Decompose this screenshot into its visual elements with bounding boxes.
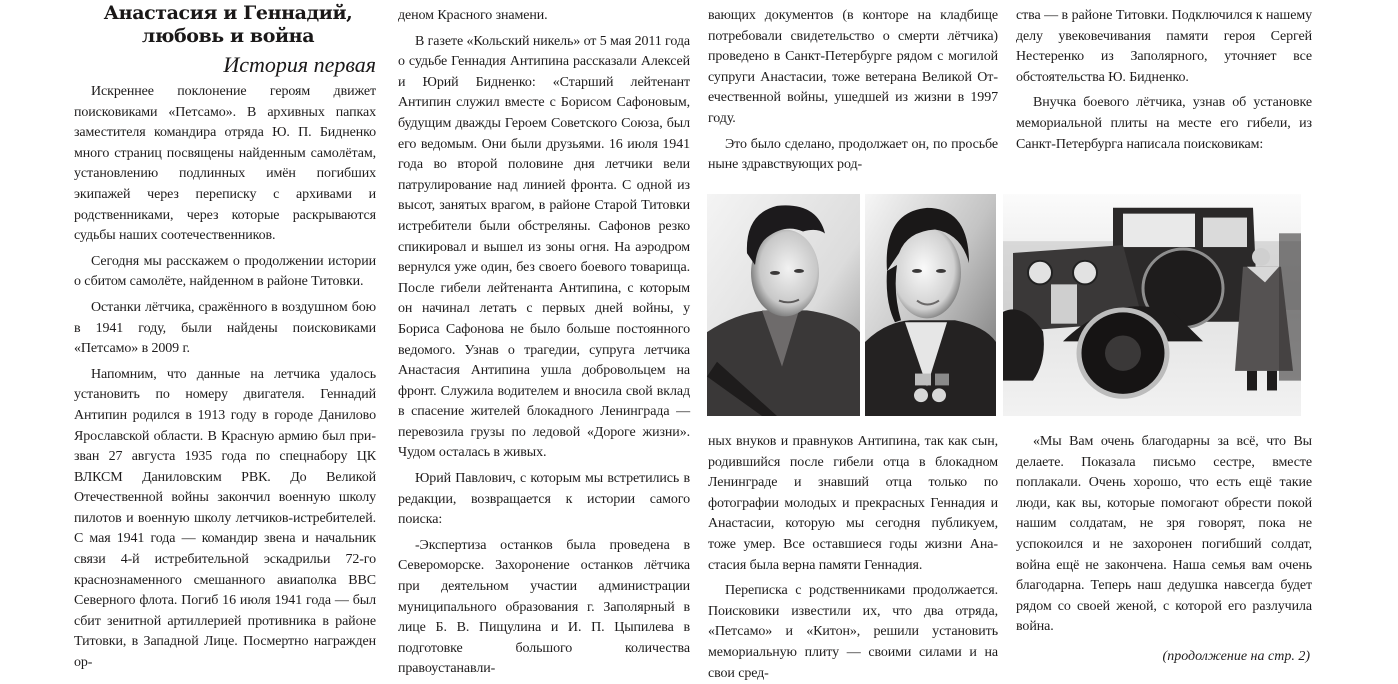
text-column-4-bottom	[1016, 432, 1312, 638]
article-subtitle: История первая	[223, 52, 376, 77]
text-column-3-top	[708, 6, 998, 176]
photo-truck-woman	[1003, 194, 1301, 416]
continuation-note: (продолжение на стр. 2)	[1162, 649, 1310, 664]
paragraph: деном Красного знамени.	[398, 8, 548, 23]
paragraph: Останки лётчика, сражённого в воздушном бою в 1941 году, были найдены поисковиками «Петсамо» в 2009 г.	[74, 299, 376, 357]
paragraph: Юрий Павлович, с которым мы встретились в редакции, возвращается к истории самого поиска:	[398, 471, 690, 528]
paragraph: ных внуков и правнуков Антипина, так как сын, родившийся после гибели отца в блокадном Ленинграде и знавший отца только по фотографии молодых и прекрасных Геннадия и Анастасии, которую мы сегодня публикуем, тоже умер. Все оставшиеся годы жизни Анастасия была верна памяти Геннадия.	[708, 434, 998, 573]
text-column-3-bottom	[708, 432, 998, 684]
paragraph: Внучка боевого лётчика, узнав об установке мемориальной плиты на месте его гибели, из Санкт-Петербурга написала поисковикам:	[1016, 95, 1312, 152]
paragraph: Искреннее поклонение героям движет поисковиками «Петсамо». В архивных папках заместителя командира отряда Ю. П. Бидненко много страниц посвящены найденным самолётам, установлению подлинных имён погибших экипажей через переписку с архивами и родственниками, через которые раскрываются судьбы наших соотечественников.	[74, 84, 376, 244]
paragraph: -Экспертиза останков была проведена в Североморске. Захоронение останков лётчика при деятельном участии администрации муниципального образования г. Заполярный в лице Б. В. Пищулина и И. П. Цыпилева в подготовке большого количества правоустанавли-	[398, 537, 690, 677]
paragraph: вающих документов (в конторе на кладбище потребовали свидетельство о смерти лётчика) проведено в Санкт-Петербурге рядом с могилой супруги Анастасии, тоже ветерана Великой Отечественной войны, ушедшей из жизни в 1997 году.	[708, 8, 998, 126]
photo-truck-image	[1003, 194, 1301, 416]
paragraph: Это было сделано, продолжает он, по просьбе ныне здравствующих род-	[708, 136, 998, 173]
photo-portrait-man	[707, 194, 860, 416]
paragraph: Переписка с родственниками продолжается. Поисковики известили их, что два отряда, «Петсамо» и «Китон», решили установить мемориальную плиту — своими силами и на свои сред-	[708, 583, 998, 681]
paragraph: Напомним, что данные на летчика удалось установить по номеру двигателя. Геннадий Антипин родился в 1913 году в городе Данилово Ярославской области. В Красную армию был призван 27 августа 1935 года по спецнабору ЦК ВЛКСМ Даниловским РВК. До Великой Отечественной войны закончил военную школу пилотов и военную школу летчиков-истребителей. С мая 1941 года — командир звена и начальник связи 4-й истребительной эскадрильи 72-го краснознаменного смешанного авиаполка ВВС Северного флота. Погиб 16 июля 1941 года — был сбит зенитной артиллерией противника в районе Титовки, в Западной Лице. Посмертно награжден ор-	[74, 366, 376, 671]
article-headline: Анастасия и Геннадий, любовь и война	[103, 2, 353, 47]
photo-man-image	[707, 194, 860, 416]
text-column-2	[398, 6, 690, 680]
paragraph: «Мы Вам очень благодарны за всё, что Вы делаете. Показала письмо сестре, вместе поплакали. Очень хорошо, что есть ещё такие люди, как вы, которые помогают обрести покой нашим солдатам, не зря говорят, пока не успокоился и не захоронен погибший солдат, война ещё не закончена. Наша семья вам очень благодарна. Теперь наш дедушка навсегда будет рядом со своей женой, с которой его разлучила война.	[1016, 434, 1312, 635]
text-column-1	[74, 82, 376, 674]
paragraph: ства — в районе Титовки. Подключился к нашему делу увековечивания памяти героя Сергей Нестеренко из Заполярного, уточняет все обстоятельства Ю. Бидненко.	[1016, 8, 1312, 85]
paragraph: В газете «Кольский никель» от 5 мая 2011 года о судьбе Геннадия Антипина рассказали Алексей и Юрий Бидненко: «Старший лейтенант Антипин служил вместе с Борисом Сафоновым, будущим дважды Героем Советского Союза, был его ведомым. Они были друзьями. 16 июля 1941 года во второй половине дня летчики вели патрулирование над линией фронта. С одной из высот, занятых врагом, в районе Старой Титовки истребители были обстреляны. Сафонов резко спикировал и вышел из зоны огня. На аэродром вернулся уже один, без своего боевого товарища. После гибели лейтенанта Антипина, с которым он начинал летать с первых дней войны, у Бориса Сафонова не было больше постоянного ведомого. Узнав о трагедии, супруга летчика Анастасия Антипина ушла добровольцем на фронт. Служила водителем и вносила свой вклад в спасение жителей блокадного Ленинграда — перевозила грузы по ледовой «Дороге жизни». Чудом осталась в живых.	[398, 33, 690, 461]
photo-woman-image	[865, 194, 996, 416]
text-column-4-top	[1016, 6, 1312, 155]
paragraph: Сегодня мы расскажем о продолжении истории о сбитом самолёте, найденном в районе Титовки.	[74, 253, 376, 290]
photo-portrait-woman	[865, 194, 996, 416]
